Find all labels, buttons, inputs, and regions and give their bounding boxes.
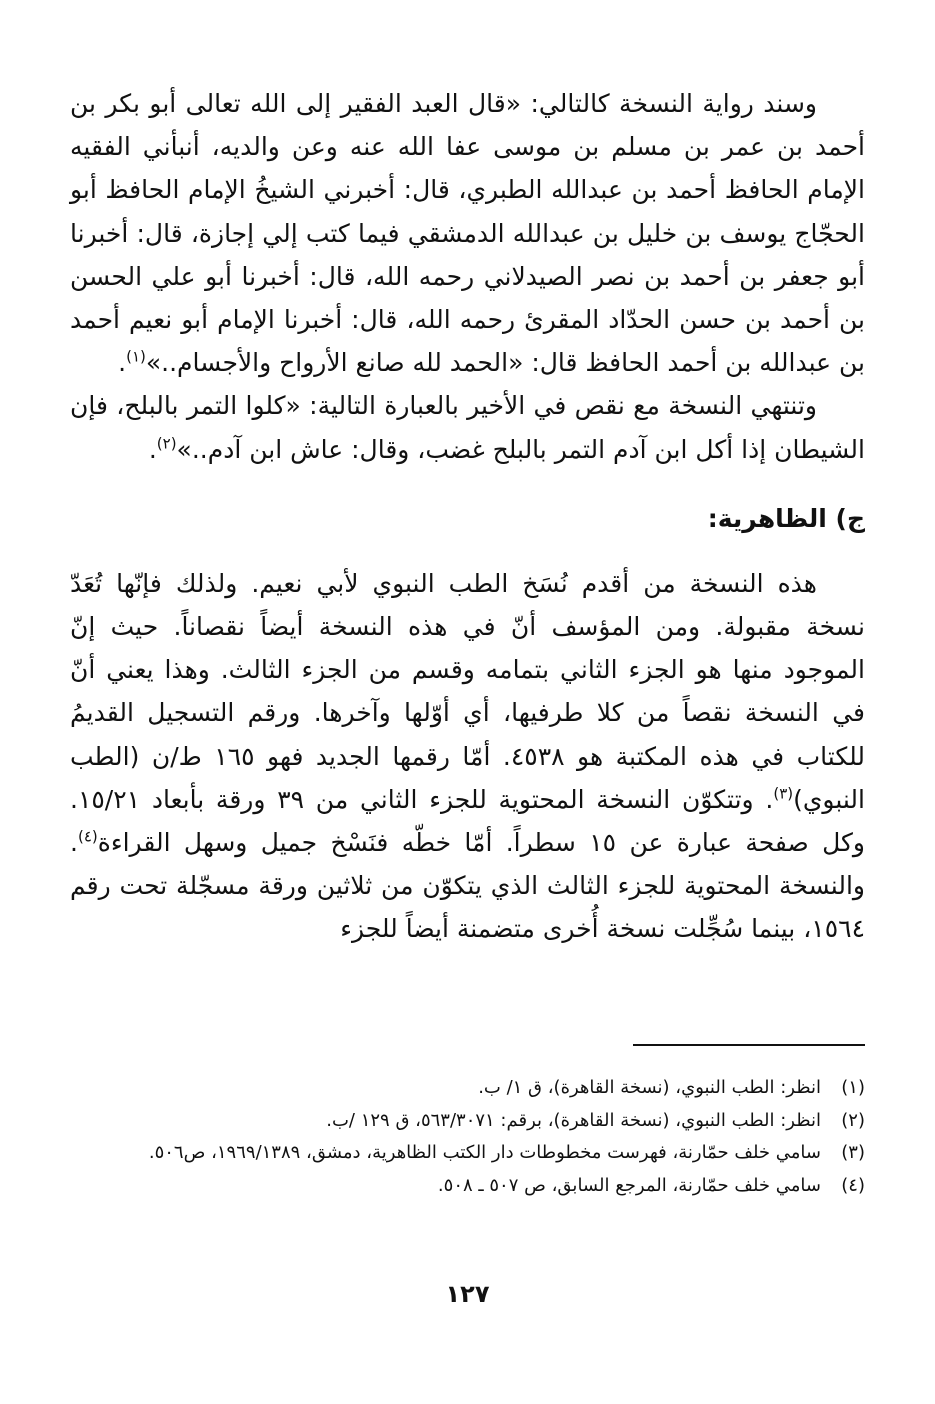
paragraph-chain-of-narration (70, 82, 865, 384)
paragraph-text: هذه النسخة من أقدم نُسَخ الطب النبوي لأبي نعيم. ولذلك فإنّها تُعَدّ نسخة مقبولة. ومن المؤسف أنّ في هذه النسخة أيضاً نقصاناً. حيث إنّ الموجود منها هو الجزء الثاني بتمامه وقسم من الجزء الثالث. وهذا يعني أنّ في النسخة نقصاً من كلا طرفيها، أي أوّلها وآخرها. ورقم التسجيل القديمُ للكتاب في هذه المكتبة هو ٤٥٣٨. أمّا رقمها الجديد فهو ١٦٥ ط/ن (الطب النبوي) (70, 568, 866, 814)
footnote-marker: (٢) (841, 1109, 865, 1131)
footnote-text: انظر: الطب النبوي، (نسخة القاهرة)، برقم: ٥٦٣/٣٠٧١، ق ١٢٩ /ب. (326, 1109, 821, 1131)
footnote-reference-1: (١) (126, 347, 146, 366)
footnote-item (70, 1137, 865, 1170)
footnote-item (70, 1072, 865, 1105)
book-page (70, 72, 865, 1362)
footnote-reference-3: (٣) (773, 784, 794, 803)
paragraph-end: . (148, 434, 157, 464)
paragraph-zahiriyya-manuscript (70, 562, 865, 951)
footnote-reference-2: (٢) (156, 434, 177, 453)
footnote-reference-4: (٤) (77, 827, 98, 846)
section-heading: ج) الظاهرية: (707, 503, 865, 533)
footnote-marker: (٣) (841, 1142, 865, 1163)
footnote-text: انظر: الطب النبوي، (نسخة القاهرة)، ق ١/ ب. (478, 1077, 821, 1098)
footnote-item (70, 1170, 865, 1203)
footnote-marker: (١) (841, 1077, 865, 1098)
footnotes-list (70, 1072, 865, 1202)
footnote-separator (633, 1044, 865, 1046)
footnote-marker: (٤) (841, 1174, 865, 1196)
footnote-text: سامي خلف حمّارنة، المرجع السابق، ص ٥٠٧ ـ ٥٠٨. (437, 1174, 821, 1196)
paragraph-text: وتنتهي النسخة مع نقص في الأخير بالعبارة التالية: «كلوا التمر بالبلح، فإن الشيطان إذا أكل ابن آدم التمر بالبلح غضب، وقال: عاش ابن آدم..» (70, 391, 865, 464)
paragraph-text: وسند رواية النسخة كالتالي: «قال العبد الفقير إلى الله تعالى أبو بكر بن أحمد بن عمر بن مسلم بن موسى عفا الله عنه وعن والديه، أنبأني الفقيه الإمام الحافظ أحمد بن عبدالله الطبري، قال: أخبرني الشيخُ الإمام الحافظ أبو الحجّاج يوسف بن خليل بن عبدالله الدمشقي فيما كتب إلي إجازة، قال: أخبرنا أبو جعفر بن أحمد بن نصر الصيدلاني رحمه الله، قال: أخبرنا أبو علي الحسن بن أحمد بن حسن الحدّاد المقرئ رحمه الله، قال: أخبرنا الإمام أبو نعيم أحمد بن عبدالله بن أحمد الحافظ قال: «الحمد لله صانع الأرواح والأجسام..» (70, 89, 865, 378)
paragraph-end: . (118, 348, 127, 378)
paragraph-text: . والنسخة المحتوية للجزء الثالث الذي يتكوّن من ثلاثين ورقة مسجّلة تحت رقم ١٥٦٤، بينما سُجِّلت نسخة أُخرى متضمنة أيضاً للجزء (70, 828, 865, 944)
paragraph-text: . وتتكوّن النسخة المحتوية للجزء الثاني من ٣٩ ورقة بأبعاد ١٥/٢١. وكل صفحة عبارة عن ١٥ سطراً. أمّا خطّه فنَسْخ جميل وسهل القراءة (70, 784, 866, 858)
footnote-text: سامي خلف حمّارنة، فهرست مخطوطات دار الكتب الظاهرية، دمشق، ١٩٦٩/١٣٨٩، ص٥٠٦. (148, 1142, 821, 1163)
footnote-item (70, 1105, 865, 1138)
page-number: ١٢٧ (445, 1280, 490, 1308)
paragraph-manuscript-ending (70, 384, 865, 470)
